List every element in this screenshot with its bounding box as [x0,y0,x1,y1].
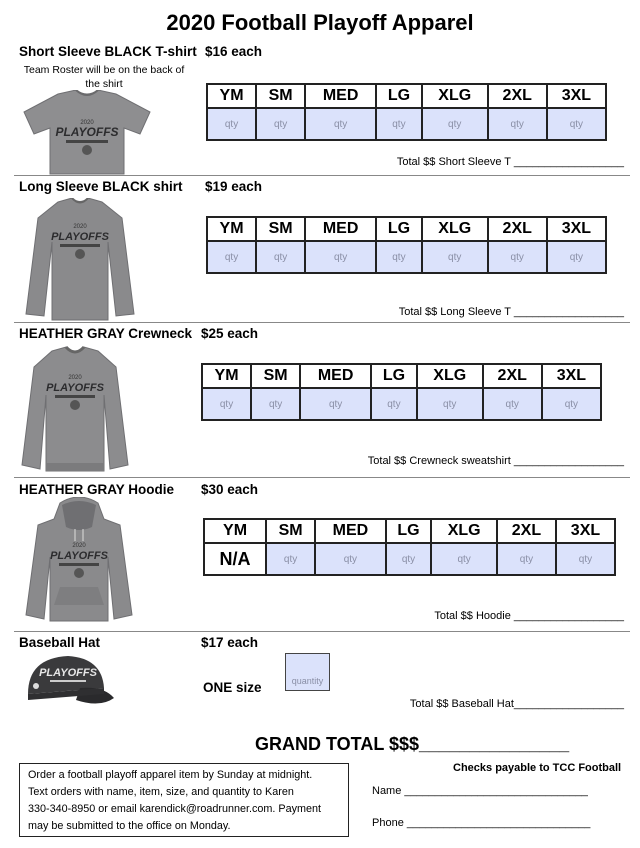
crewneck-image [16,345,134,475]
size-header-3xl: 3XL [547,84,606,108]
size-header-med: MED [315,519,386,543]
size-header-med: MED [300,364,371,388]
qty-field-3xl[interactable]: qty [556,543,615,575]
total-crewneck: Total $$ Crewneck sweatshirt __________________ [367,455,624,467]
section-divider [14,477,630,478]
qty-field-ym[interactable]: qty [207,241,256,273]
size-header-med: MED [305,217,376,241]
svg-text:PLAYOFFS: PLAYOFFS [50,550,108,562]
size-header-lg: LG [386,519,432,543]
qty-field-xlg[interactable]: qty [431,543,497,575]
qty-field-2xl[interactable]: qty [488,108,547,140]
price-tshirt: $16 each [205,44,263,59]
size-header-sm: SM [256,217,305,241]
qty-field-2xl[interactable]: qty [497,543,556,575]
roster-note: Team Roster will be on the back of the shirt [23,64,185,90]
size-header-lg: LG [376,217,422,241]
qty-field-xlg[interactable]: qty [422,108,488,140]
order-line: Text orders with name, item, size, and quantity to Karen [28,786,294,798]
size-header-lg: LG [376,84,422,108]
total-hoodie: Total $$ Hoodie __________________ [434,610,624,622]
checks-payable: Checks payable to TCC Football [453,762,622,774]
qty-field-lg[interactable]: qty [371,388,417,420]
qty-field-3xl[interactable]: qty [547,108,606,140]
svg-text:PLAYOFFS: PLAYOFFS [46,382,104,394]
size-header-ym: YM [202,364,251,388]
section-title-hat: Baseball Hat [19,635,101,650]
tshirt-image [18,90,156,175]
qty-field-sm[interactable]: qty [266,543,315,575]
svg-text:2020: 2020 [68,375,82,381]
size-header-sm: SM [251,364,300,388]
size-header-3xl: 3XL [556,519,615,543]
page-title: 2020 Football Playoff Apparel [166,10,474,35]
qty-field-med[interactable]: qty [315,543,386,575]
svg-text:2020: 2020 [80,120,94,126]
size-header-ym: YM [204,519,266,543]
qty-field-2xl[interactable]: qty [483,388,542,420]
size-header-sm: SM [266,519,315,543]
size-header-sm: SM [256,84,305,108]
qty-field-lg[interactable]: qty [376,241,422,273]
qty-field-sm[interactable]: qty [251,388,300,420]
size-header-ym: YM [207,84,256,108]
total-tshirt: Total $$ Short Sleeve T __________________ [396,156,624,168]
qty-field-med[interactable]: qty [300,388,371,420]
hoodie-image [20,497,138,625]
order-line: may be submitted to the office on Monday. [28,820,231,832]
price-hoodie: $30 each [201,482,259,497]
grand-total: GRAND TOTAL $$$_______________ [255,734,570,754]
baseball-hat-image [20,650,116,710]
qty-field-sm[interactable]: qty [256,241,305,273]
section-divider [14,322,630,323]
size-header-2xl: 2XL [488,217,547,241]
qty-field-3xl[interactable]: qty [542,388,601,420]
qty-field-xlg[interactable]: qty [422,241,488,273]
qty-field-lg[interactable]: qty [386,543,432,575]
qty-field-med[interactable]: qty [305,108,376,140]
qty-field-med[interactable]: qty [305,241,376,273]
size-header-xlg: XLG [422,84,488,108]
qty-field-xlg[interactable]: qty [417,388,483,420]
hat-size-label: ONE size [203,680,262,695]
section-title-hoodie: HEATHER GRAY Hoodie [19,482,175,497]
price-hat: $17 each [201,635,259,650]
size-header-med: MED [305,84,376,108]
svg-text:PLAYOFFS: PLAYOFFS [39,667,97,679]
total-hat: Total $$ Baseball Hat__________________ [409,698,624,710]
size-table-crewneck [201,363,602,421]
size-header-lg: LG [371,364,417,388]
size-header-ym: YM [207,217,256,241]
phone-field[interactable]: Phone ______________________________ [372,817,591,829]
size-table-tshirt [206,83,607,141]
size-header-2xl: 2XL [488,84,547,108]
size-header-xlg: XLG [422,217,488,241]
qty-field-lg[interactable]: qty [376,108,422,140]
section-title-crewneck: HEATHER GRAY Crewneck [19,326,193,341]
price-longsleeve: $19 each [205,179,263,194]
order-line: 330-340-8950 or email karendick@roadrunner.com. Payment [28,803,322,815]
hat-quantity-field[interactable]: quantity [285,653,330,691]
order-line: Order a football playoff apparel item by Sunday at midnight. [28,769,313,781]
size-header-xlg: XLG [417,364,483,388]
size-header-3xl: 3XL [542,364,601,388]
longsleeve-image [18,198,143,322]
qty-field-3xl[interactable]: qty [547,241,606,273]
size-header-3xl: 3XL [547,217,606,241]
svg-text:2020: 2020 [73,224,87,230]
section-divider [14,175,630,176]
order-instructions [19,763,349,837]
size-header-xlg: XLG [431,519,497,543]
svg-text:PLAYOFFS: PLAYOFFS [51,231,109,243]
qty-field-ym[interactable]: qty [202,388,251,420]
qty-field-2xl[interactable]: qty [488,241,547,273]
size-table-longsleeve [206,216,607,274]
size-table-hoodie [203,518,616,576]
qty-field-ym-na: N/A [204,543,266,575]
name-field[interactable]: Name ______________________________ [372,785,588,797]
qty-field-ym[interactable]: qty [207,108,256,140]
svg-text:2020: 2020 [72,543,86,549]
size-header-2xl: 2XL [483,364,542,388]
section-title-longsleeve: Long Sleeve BLACK shirt [19,179,183,194]
section-divider [14,631,630,632]
svg-text:PLAYOFFS: PLAYOFFS [55,125,119,139]
size-header-2xl: 2XL [497,519,556,543]
section-title-tshirt: Short Sleeve BLACK T-shirt [19,44,197,59]
total-longsleeve: Total $$ Long Sleeve T __________________ [398,306,624,318]
price-crewneck: $25 each [201,326,259,341]
qty-field-sm[interactable]: qty [256,108,305,140]
